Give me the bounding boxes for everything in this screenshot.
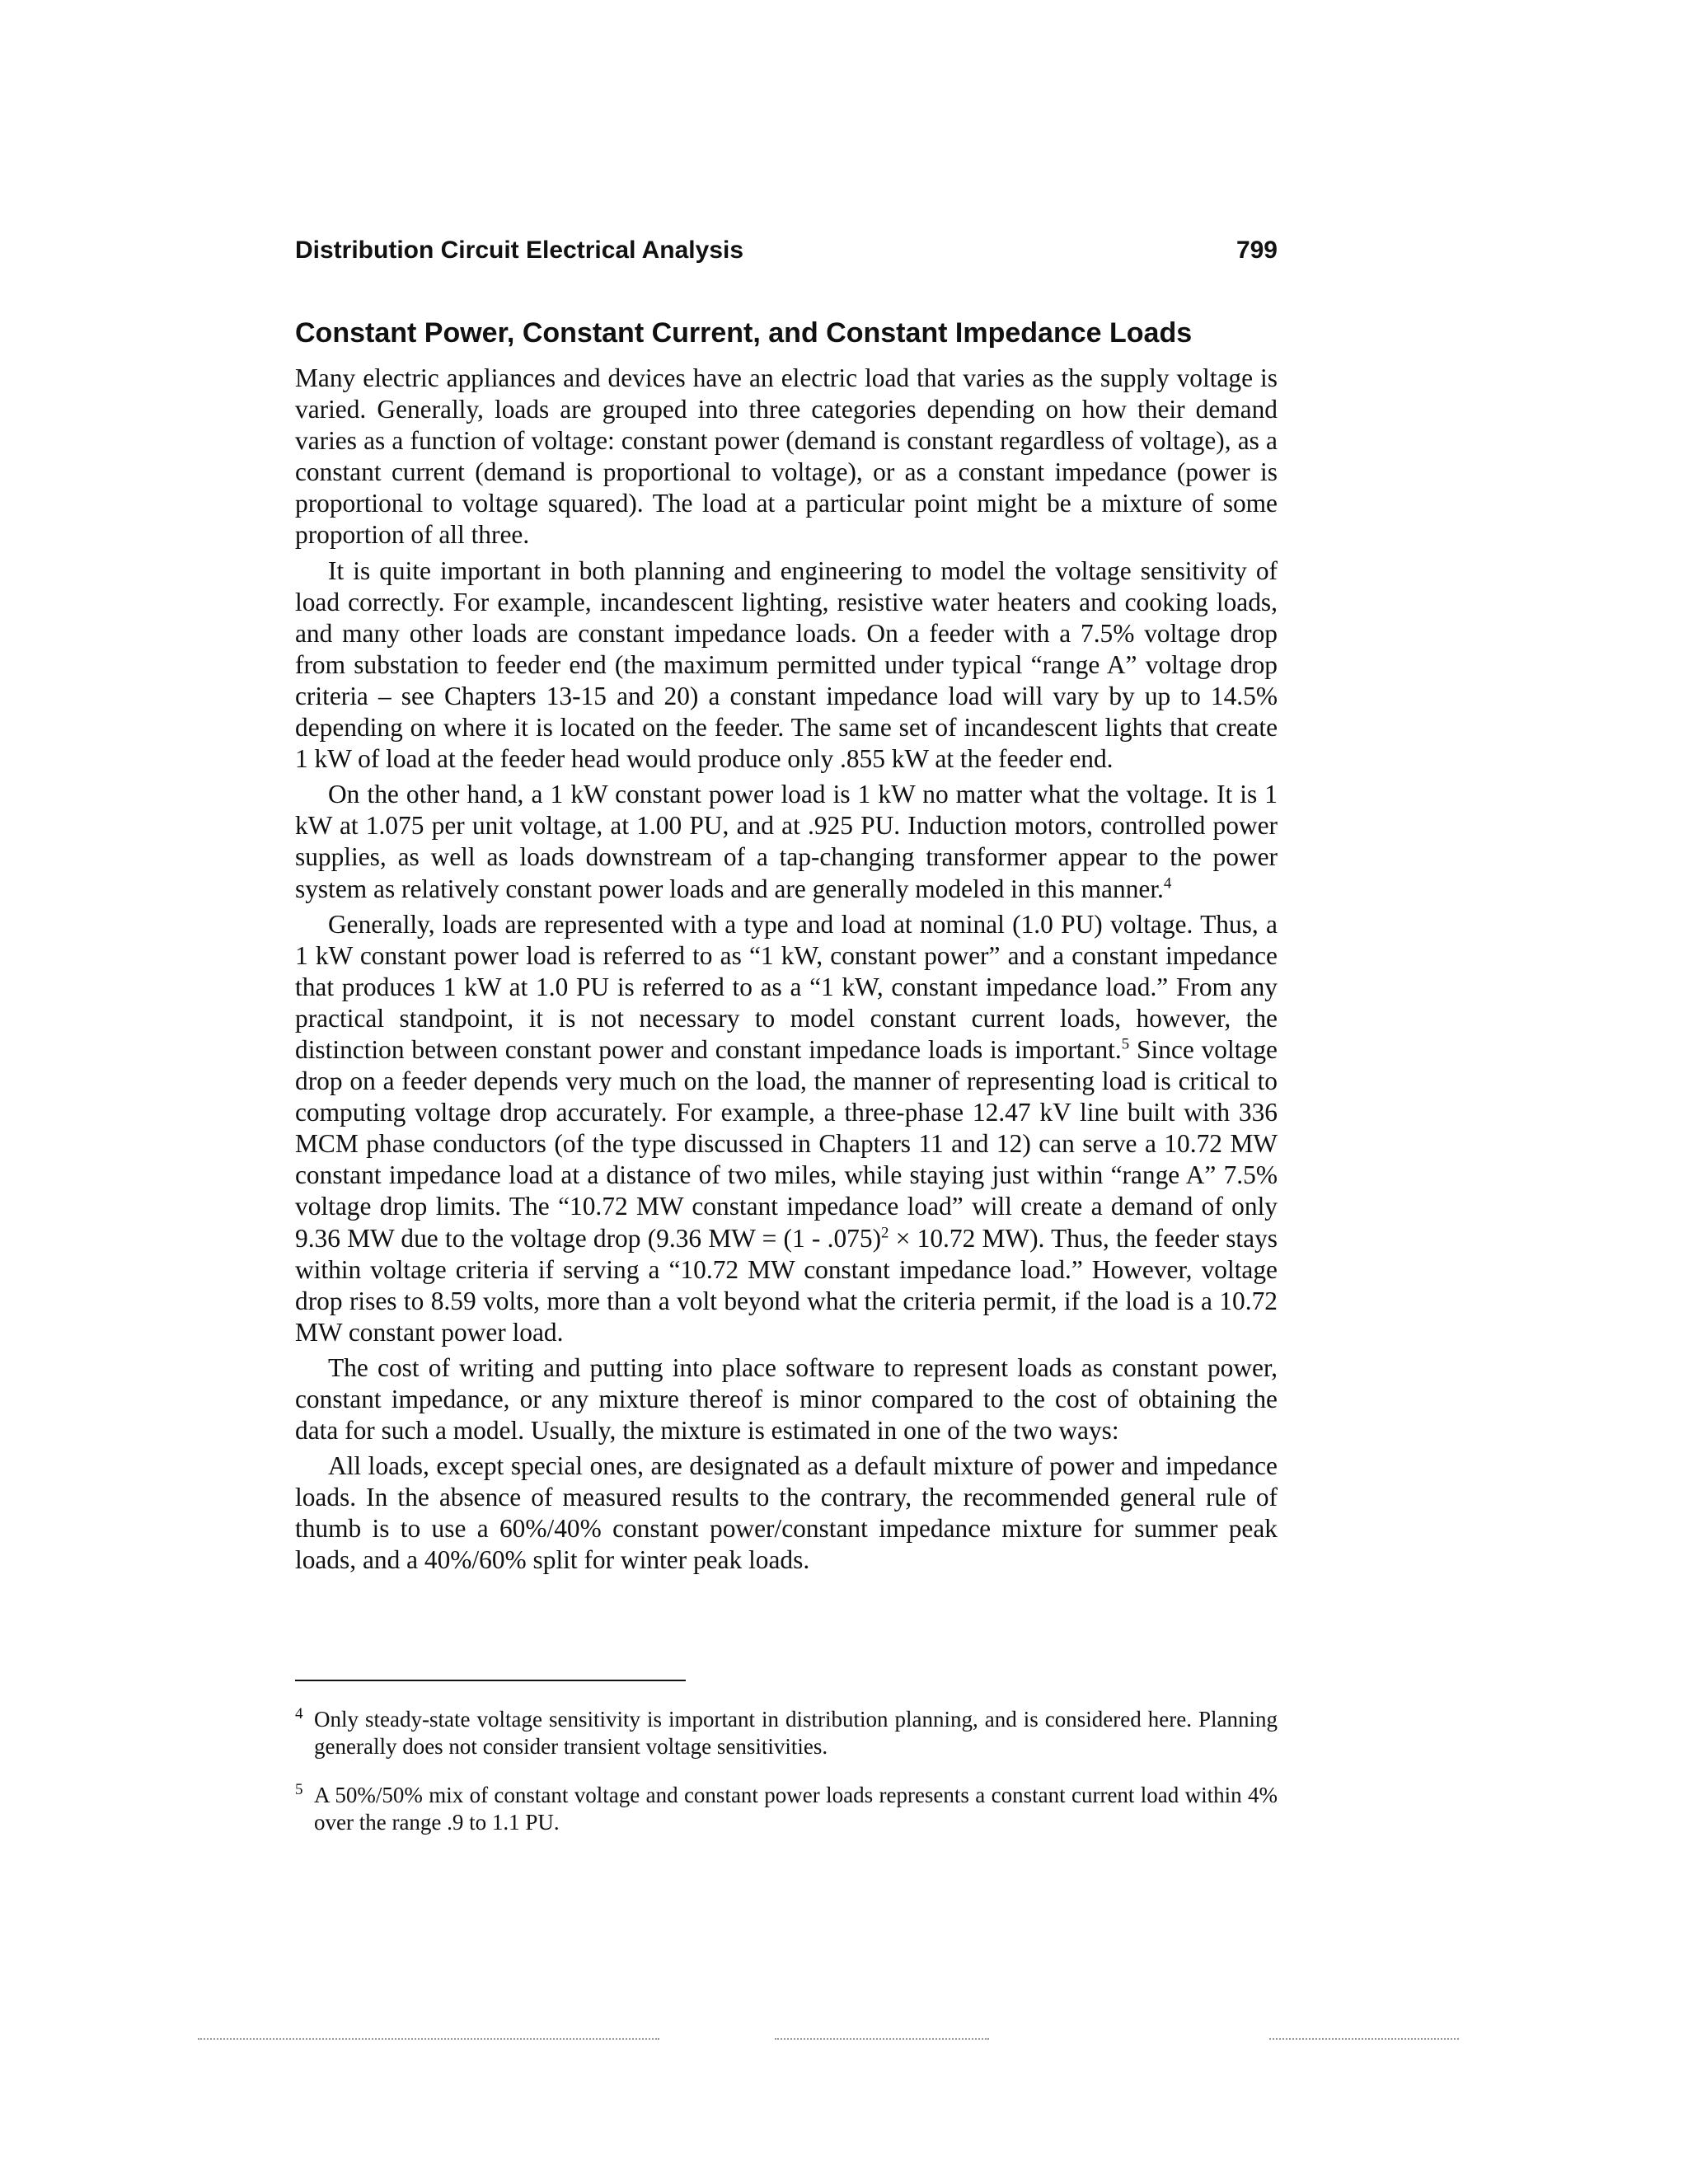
paragraph-3	[295, 779, 1278, 904]
paragraph-6: All loads, except special ones, are designated as a default mixture of power and impedance loads. In the absence of measured results to the contrary, the recommended general rule of thumb is to use a 60%/40% constant power/constant impedance mixture for summer peak loads, and a 40%/60% split for winter peak loads.	[295, 1451, 1278, 1575]
page-number: 799	[1236, 237, 1278, 264]
paragraph-2: It is quite important in both planning and engineering to model the voltage sensitivity of load correctly. For example, incandescent lighting, resistive water heaters and cooking loads, and many other loads are constant impedance loads. On a feeder with a 7.5% voltage drop from substation to feeder end (the maximum permitted under typical “range A” voltage drop criteria – see Chapters 13-15 and 20) a constant impedance load will vary by up to 14.5% depending on where it is located on the feeder. The same set of incandescent lights that create 1 kW of load at the feeder head would produce only .855 kW at the feeder end.	[295, 555, 1278, 774]
footnote-mark: 5	[295, 1781, 303, 1798]
footnote-ref-4: 4	[1163, 874, 1172, 893]
body-text	[295, 363, 1278, 1581]
paragraph-4-text-a: Generally, loads are represented with a type and load at nominal (1.0 PU) voltage. Thus, a 1 kW constant power load is referred to as “1 kW, constant power” and a constant impedance that produces 1 kW at 1.0 PU is referred to as a “1 kW, constant impedance load.” From any practical standpoint, it is not necessary to model constant current loads, however, the distinction between constant power and constant impedance loads is important.	[295, 909, 1278, 1064]
paragraph-4-text-c: × 10.72 MW). Thus, the feeder stays within voltage criteria if serving a “10.72 MW constant impedance load.” However, voltage drop rises to 8.59 volts, more than a volt beyond what the criteria permit, if the load is a 10.72 MW constant power load.	[295, 1223, 1278, 1347]
scan-artifact-left	[198, 2038, 659, 2040]
paragraph-1: Many electric appliances and devices have an electric load that varies as the supply voltage is varied. Generally, loads are grouped into three categories depending on how their demand varies as a function of voltage: constant power (demand is constant regardless of voltage), as a constant current (demand is proportional to voltage), or as a constant impedance (power is proportional to voltage squared). The load at a particular point might be a mixture of some proportion of all three.	[295, 363, 1278, 550]
running-title: Distribution Circuit Electrical Analysis	[295, 237, 744, 264]
running-header	[295, 236, 1278, 265]
footnotes	[295, 1706, 1278, 1858]
scan-artifact-right	[1269, 2038, 1459, 2040]
paragraph-4-text-b: Since voltage drop on a feeder depends very much on the load, the manner of representing load is critical to computing voltage drop accurately. For example, a three-phase 12.47 kV line built with 336 MCM phase conductors (of the type discussed in Chapters 11 and 12) can serve a 10.72 MW constant impedance load at a distance of two miles, while staying just within “range A” 7.5% voltage drop limits. The “10.72 MW constant impedance load” will create a demand of only 9.36 MW due to the voltage drop (9.36 MW = (1 - .075)	[295, 1034, 1278, 1253]
footnote-text: A 50%/50% mix of constant voltage and constant power loads represents a constant current load within 4% over the range .9 to 1.1 PU.	[314, 1783, 1278, 1835]
footnote-mark: 4	[295, 1705, 303, 1722]
footnote-ref-5: 5	[1121, 1035, 1130, 1053]
paragraph-5: The cost of writing and putting into place software to represent loads as constant power, constant impedance, or any mixture thereof is minor compared to the cost of obtaining the data for such a model. Usually, the mixture is estimated in one of the two ways:	[295, 1352, 1278, 1446]
paragraph-4	[295, 909, 1278, 1348]
footnote-5	[295, 1782, 1278, 1836]
footnote-text: Only steady-state voltage sensitivity is important in distribution planning, and is considered here. Planning generally does not consider transient voltage sensitivities.	[314, 1707, 1278, 1759]
paragraph-3-text: On the other hand, a 1 kW constant power load is 1 kW no matter what the voltage. It is 1 kW at 1.075 per unit voltage, at 1.00 PU, and at .925 PU. Induction motors, controlled power supplies, as well as loads downstream of a tap-changing transformer appear to the power system as relatively constant power loads and are generally modeled in this manner.	[295, 780, 1278, 903]
squared-exponent: 2	[881, 1224, 889, 1242]
footnote-4	[295, 1706, 1278, 1760]
footnote-divider	[295, 1680, 686, 1681]
scan-artifact-middle	[775, 2038, 989, 2040]
section-heading: Constant Power, Constant Current, and Constant Impedance Loads	[295, 317, 1193, 349]
